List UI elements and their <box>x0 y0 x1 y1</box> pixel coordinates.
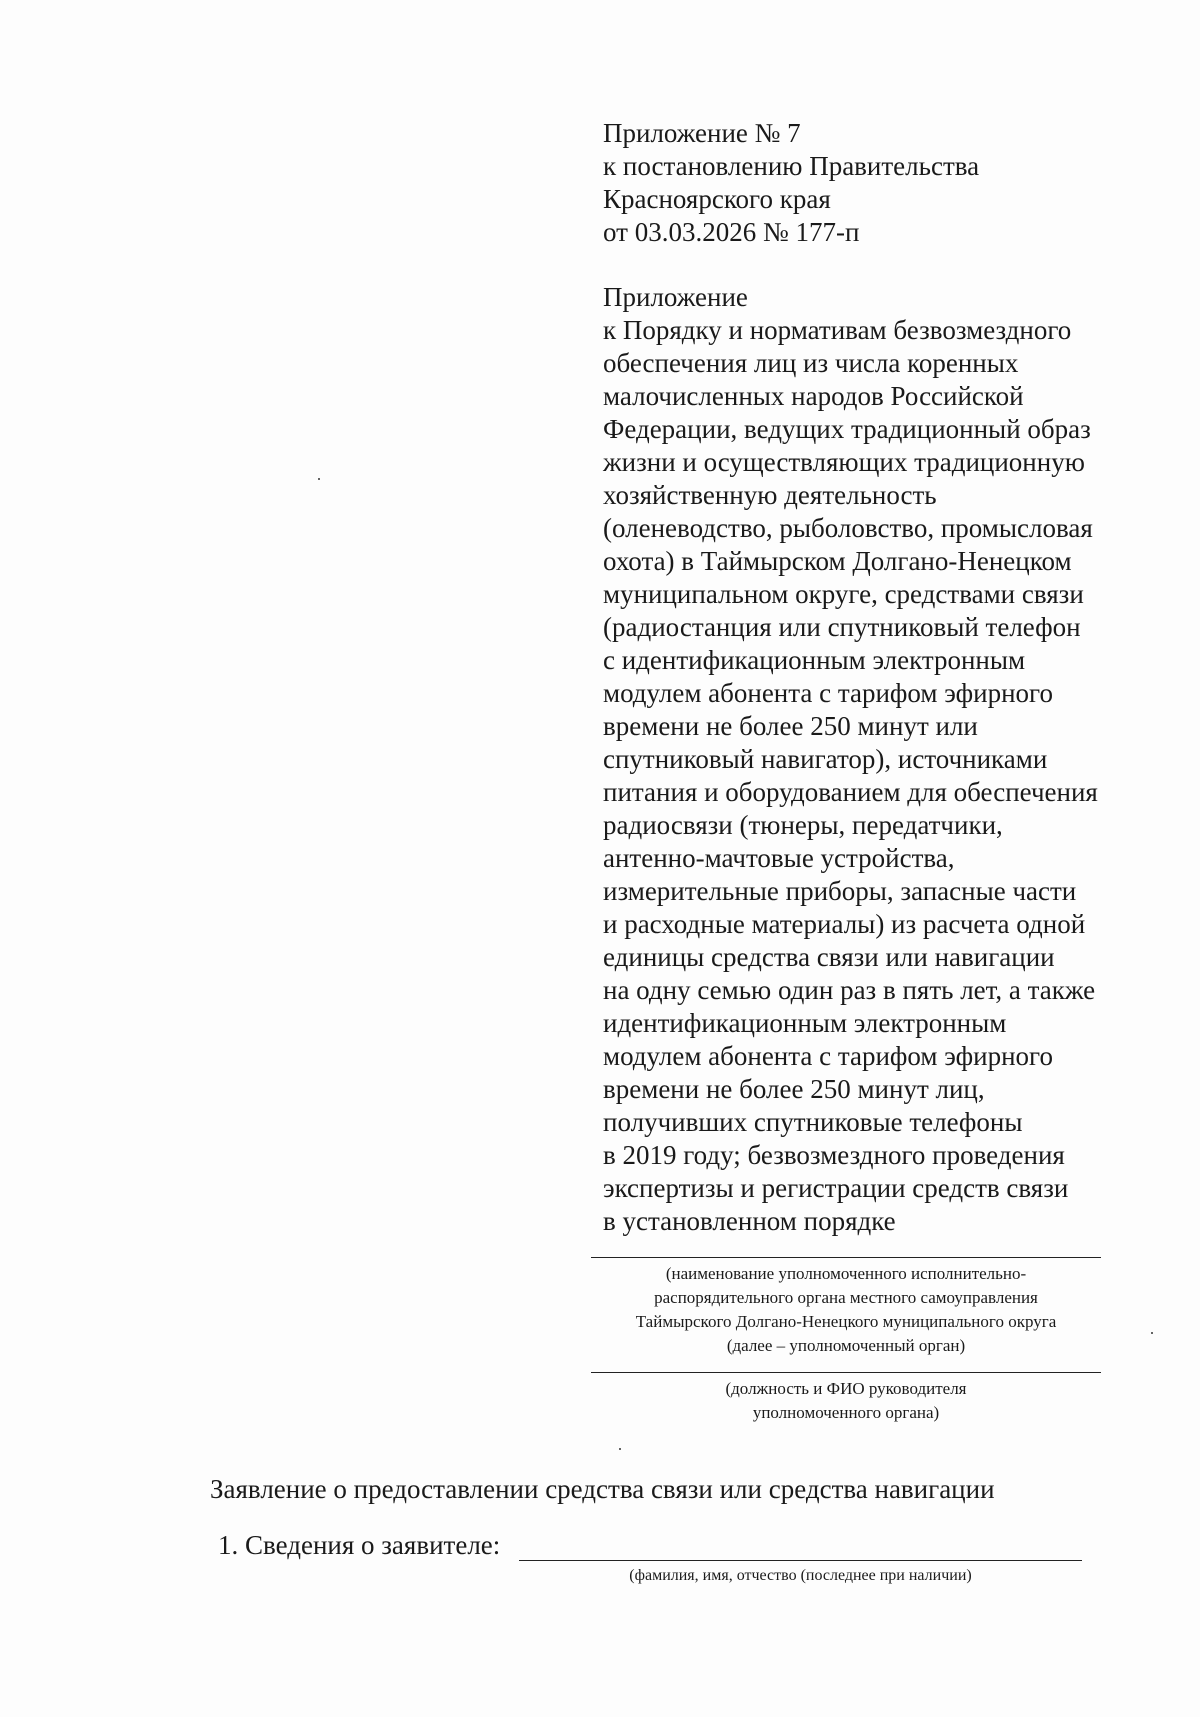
appendix-sub-line: спутниковый навигатор), источниками <box>603 744 1048 774</box>
appendix-sub-line: единицы средства связи или навигации <box>603 942 1055 972</box>
appendix-sub-line: экспертизы и регистрации средств связи <box>603 1173 1069 1203</box>
appendix-sub-line: в установленном порядке <box>603 1206 896 1236</box>
authority-caption <box>571 1262 1121 1358</box>
appendix-sub-line: радиосвязи (тюнеры, передатчики, <box>603 810 1003 840</box>
authority-caption-line: распорядительного органа местного самоуправления <box>654 1288 1038 1307</box>
appendix-sub-line: в 2019 году; безвозмездного проведения <box>603 1140 1065 1170</box>
appendix-sub-line: (оленеводство, рыболовство, промысловая <box>603 513 1093 543</box>
appendix-sub-line: малочисленных народов Российской <box>603 381 1024 411</box>
appendix-sub-line: времени не более 250 минут лиц, <box>603 1074 985 1104</box>
appendix-header-line: от 03.03.2026 № 177-п <box>603 217 860 247</box>
authority-caption-line: Таймырского Долгано-Ненецкого муниципального округа <box>635 1312 1057 1331</box>
appendix-sub-line: обеспечения лиц из числа коренных <box>603 348 1019 378</box>
appendix-sub-line: питания и оборудованием для обеспечения <box>603 777 1098 807</box>
appendix-header-line: Красноярского края <box>603 184 831 214</box>
appendix-sub-line: антенно-мачтовые устройства, <box>603 843 955 873</box>
appendix-sub-line: модулем абонента с тарифом эфирного <box>603 678 1053 708</box>
head-caption-line: уполномоченного органа) <box>752 1403 940 1422</box>
appendix-sub-line: с идентификационным электронным <box>603 645 1026 675</box>
appendix-header <box>603 117 1123 249</box>
appendix-sub-line: охота) в Таймырском Долгано-Ненецком <box>603 546 1072 576</box>
appendix-header-line: к постановлению Правительства <box>603 151 980 181</box>
appendix-sub-line: получивших спутниковые телефоны <box>603 1107 1023 1137</box>
head-caption-line: (должность и ФИО руководителя <box>725 1379 967 1398</box>
applicant-name-fill-line[interactable] <box>519 1560 1082 1561</box>
appendix-sub-line: к Порядку и нормативам безвозмездного <box>603 315 1072 345</box>
head-name-fill-line[interactable] <box>591 1372 1101 1373</box>
appendix-sub-line: времени не более 250 минут или <box>603 711 978 741</box>
appendix-sub-line: модулем абонента с тарифом эфирного <box>603 1041 1053 1071</box>
appendix-sub-line: хозяйственную деятельность <box>603 480 937 510</box>
appendix-sub-line: (радиостанция или спутниковый телефон <box>603 612 1081 642</box>
scan-speck <box>619 1448 621 1450</box>
appendix-sub-line: измерительные приборы, запасные части <box>603 876 1077 906</box>
authority-name-fill-line[interactable] <box>591 1257 1101 1258</box>
appendix-sub-line: Приложение <box>603 282 748 312</box>
appendix-subheader <box>603 281 1123 1238</box>
appendix-sub-line: муниципальном округе, средствами связи <box>603 579 1084 609</box>
appendix-sub-line: и расходные материалы) из расчета одной <box>603 909 1086 939</box>
authority-caption-line: (наименование уполномоченного исполнительно- <box>665 1264 1027 1283</box>
appendix-header-line: Приложение № 7 <box>603 118 801 148</box>
scan-speck <box>1151 1332 1153 1334</box>
authority-caption-line: (далее – уполномоченный орган) <box>726 1336 966 1355</box>
appendix-sub-line: Федерации, ведущих традиционный образ <box>603 414 1091 444</box>
form-title: Заявление о предоставлении средства связи или средства навигации <box>210 1474 995 1504</box>
scan-speck <box>318 478 320 480</box>
head-caption <box>591 1377 1101 1425</box>
applicant-label: 1. Сведения о заявителе: <box>218 1530 501 1560</box>
appendix-sub-line: жизни и осуществляющих традиционную <box>603 447 1085 477</box>
appendix-sub-line: идентификационным электронным <box>603 1008 1007 1038</box>
appendix-sub-line: на одну семью один раз в пять лет, а также <box>603 975 1096 1005</box>
applicant-caption: (фамилия, имя, отчество (последнее при наличии) <box>629 1567 972 1584</box>
